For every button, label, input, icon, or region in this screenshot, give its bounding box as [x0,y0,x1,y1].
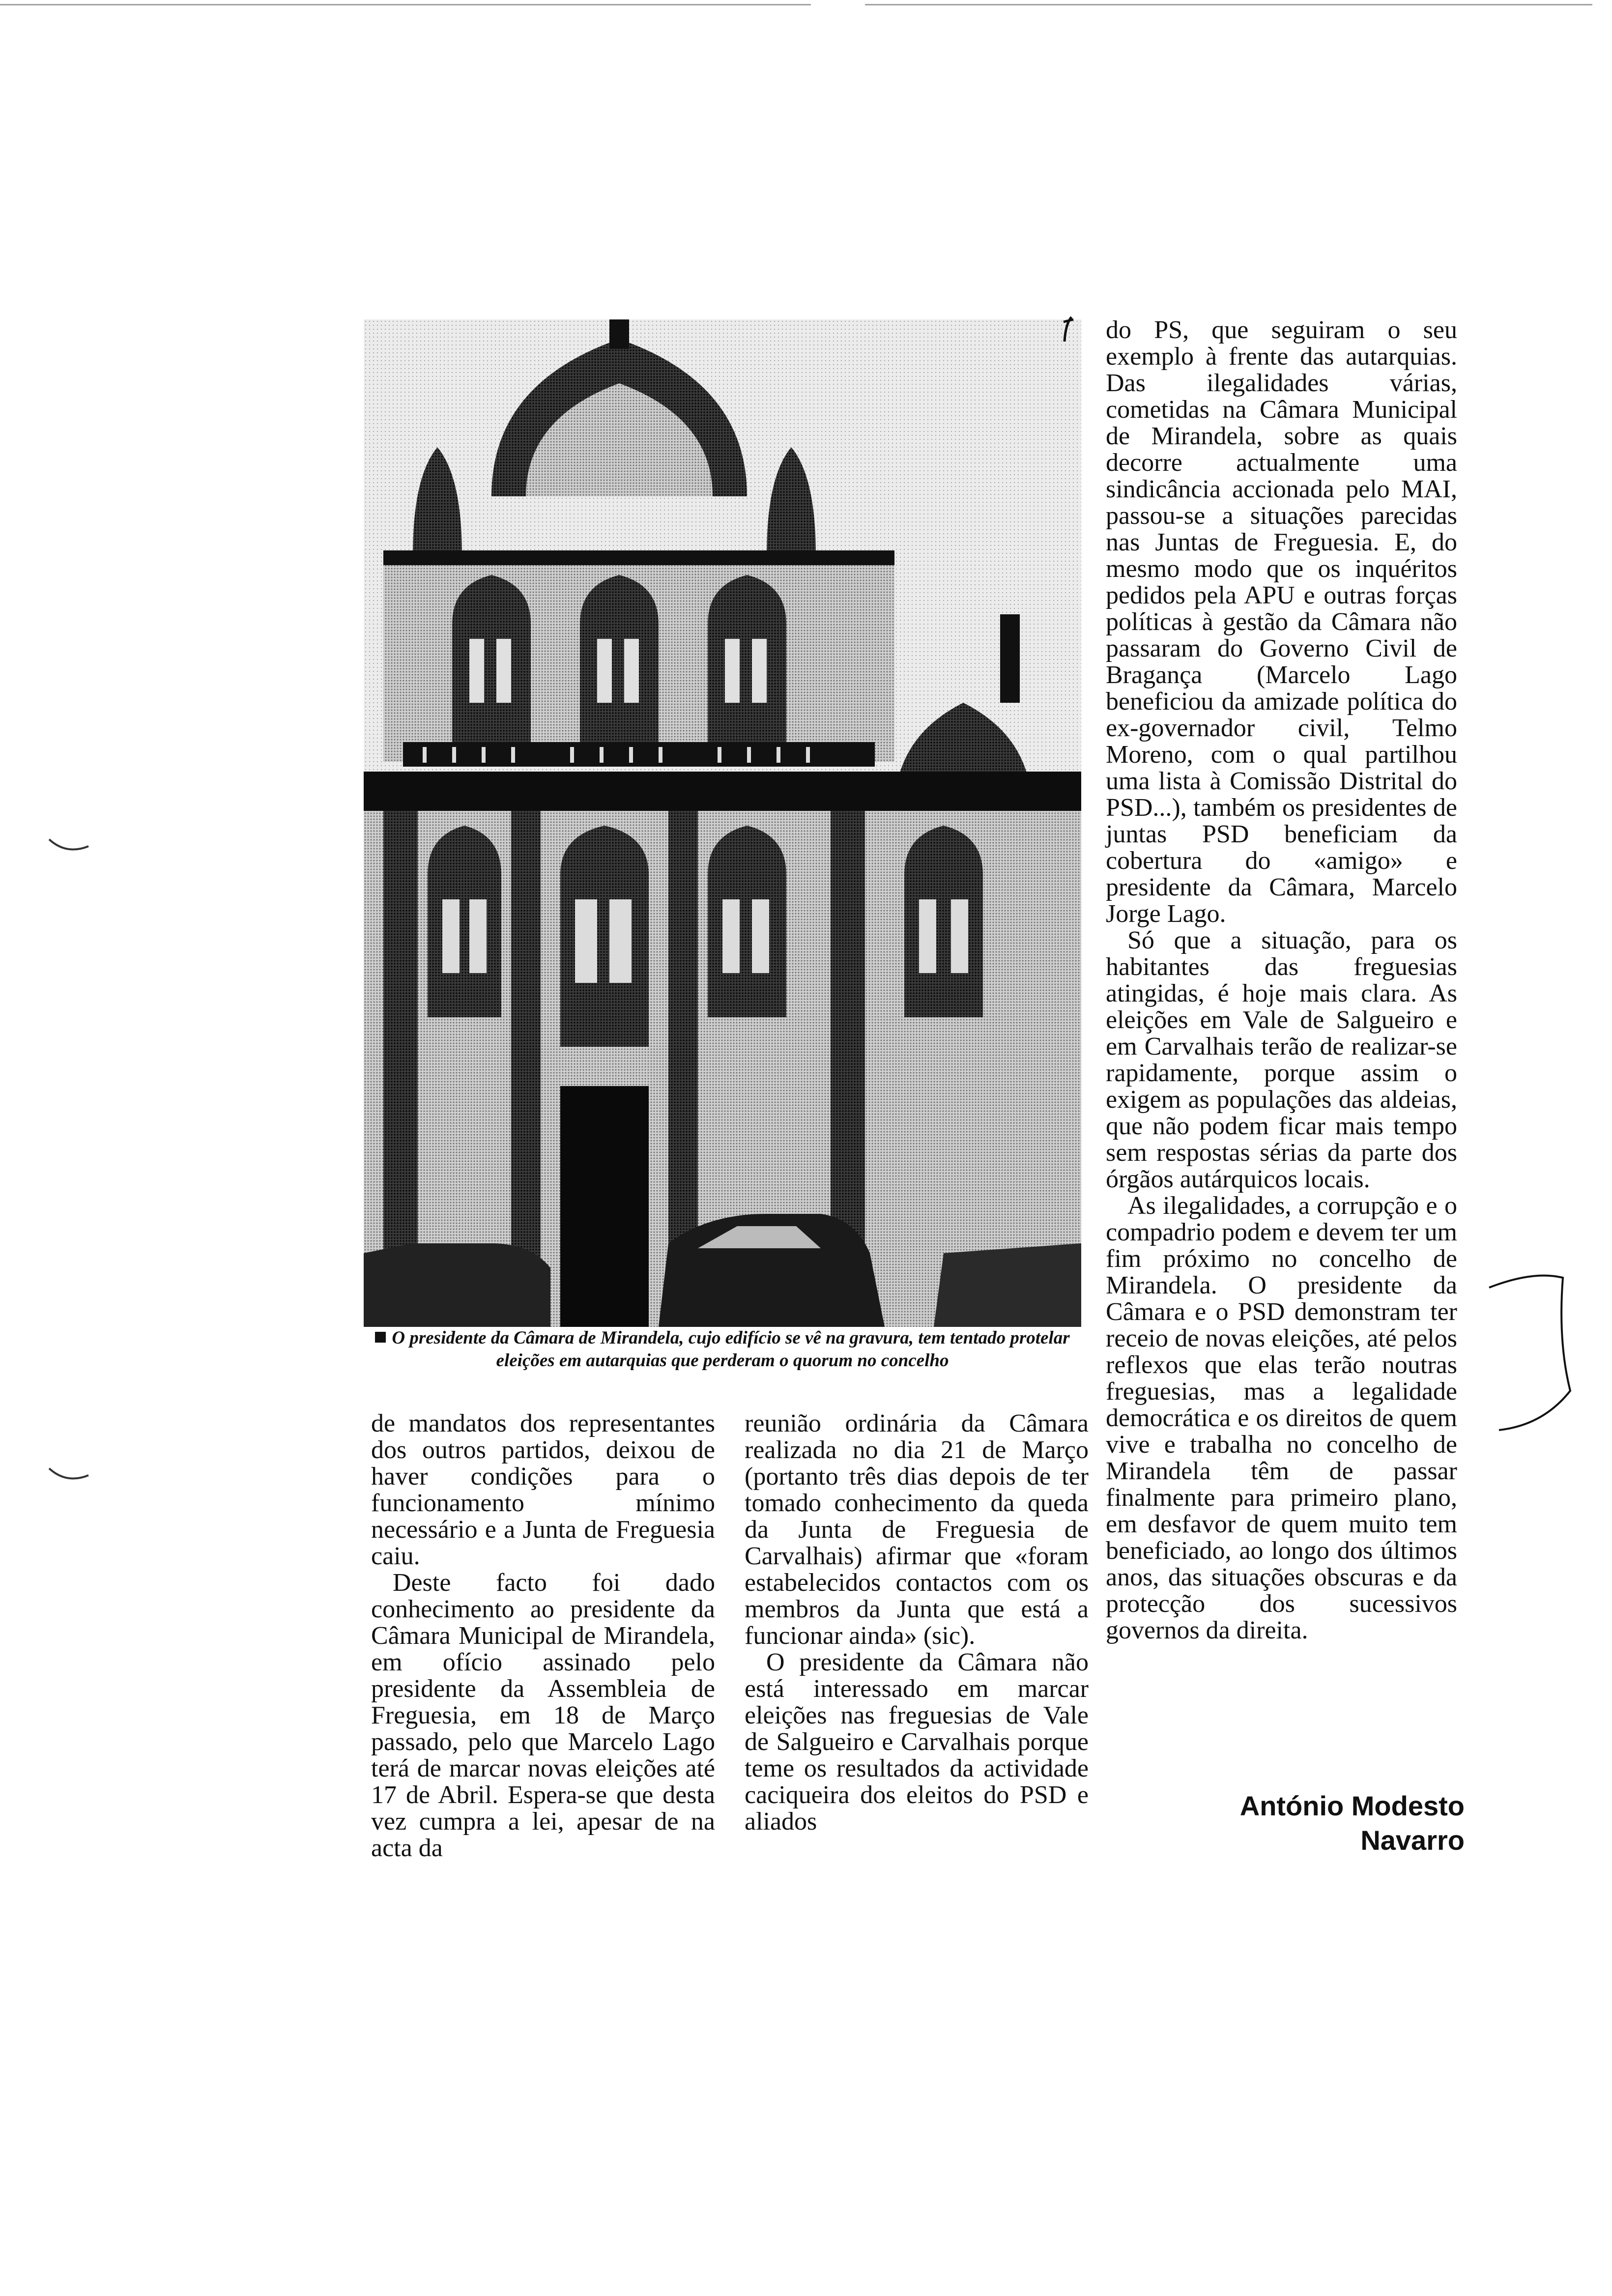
paragraph: de mandatos dos representantes dos outros partidos, deixou de haver condições para o funcionamento mínimo necessário e a Junta de Freguesia caiu. [371,1409,715,1570]
paragraph: As ilegalidades, a corrupção e o compadrio podem e devem ter um fim próximo no concelho de Mirandela. O presidente da Câmara e o PSD demonstram ter receio de novas eleições, até pelos reflexos que elas terão noutras freguesias, mas a legalidade democrática e os direitos de quem vive e trabalha no concelho de Mirandela têm de passar finalmente para primeiro plano, em desfavor de quem muito tem beneficiado, ao longo dos últimos anos, das situações obscuras e da protecção dos sucessivos governos da direita. [1106,1192,1457,1644]
binder-hole-mark [47,1464,91,1484]
caption-bullet-icon [375,1332,386,1343]
article-column-3 [1106,317,1457,1644]
town-hall-photo-graphic [364,319,1081,1327]
article-column-2 [745,1410,1089,1835]
author-byline [1106,1789,1465,1858]
scan-edge-line [0,4,811,5]
article-column-1 [371,1410,715,1862]
caption-text: O presidente da Câmara de Mirandela, cujo edifício se vê na gravura, tem tentado protelar eleições em autarquias que perderam o quorum no concelho [392,1328,1070,1371]
scan-edge-line [865,4,1592,5]
paragraph: Só que a situação, para os habitantes das freguesias atingidas, é hoje mais clara. As eleições em Vale de Salgueiro e em Carvalhais terão de realizar-se rapidamente, porque assim o exigem as populações das aldeias, que não podem ficar mais tempo sem respostas sérias da parte dos órgãos autárquicos locais. [1106,926,1457,1193]
binder-hole-mark [47,835,91,855]
handwritten-bracket [1484,1268,1578,1435]
stray-mark [1057,315,1076,344]
author-name-line: António Modesto [1239,1790,1465,1821]
paragraph: reunião ordinária da Câmara realizada no dia 21 de Março (portanto três dias depois de ter tomado conhecimento da queda da Junta de Freguesia de Carvalhais) afirmar que «foram estabelecidos contactos com os membros da Junta que está a funcionar ainda» (sic). [745,1409,1089,1650]
photo-caption [364,1327,1081,1372]
paragraph: Deste facto foi dado conhecimento ao presidente da Câmara Municipal de Mirandela, em ofício assinado pelo presidente da Assembleia de Freguesia, em 18 de Março passado, pelo que Marcelo Lago terá de marcar novas eleições até 17 de Abril. Espera-se que desta vez cumpra a lei, apesar de na acta da [371,1569,715,1862]
paragraph: O presidente da Câmara não está interessado em marcar eleições nas freguesias de Vale de Salgueiro e Carvalhais porque teme os resultados da actividade caciqueira dos eleitos do PSD e aliados [745,1648,1089,1836]
author-name-line: Navarro [1360,1825,1465,1856]
paragraph: do PS, que seguiram o seu exemplo à frente das autarquias. Das ilegalidades várias, cometidas na Câmara Municipal de Mirandela, sobre as quais decorre actualmente uma sindicância accionada pelo MAI, passou-se a situações parecidas nas Juntas de Freguesia. E, do mesmo modo que os inquéritos pedidos pela APU e outras forças políticas à gestão da Câmara não passaram do Governo Civil de Bragança (Marcelo Lago beneficiou da amizade política do ex-governador civil, Telmo Moreno, com o qual partilhou uma lista à Comissão Distrital do PSD...), também os presidentes de juntas PSD beneficiam da cobertura do «amigo» e presidente da Câmara, Marcelo Jorge Lago. [1106,316,1457,928]
town-hall-photo [364,319,1081,1327]
